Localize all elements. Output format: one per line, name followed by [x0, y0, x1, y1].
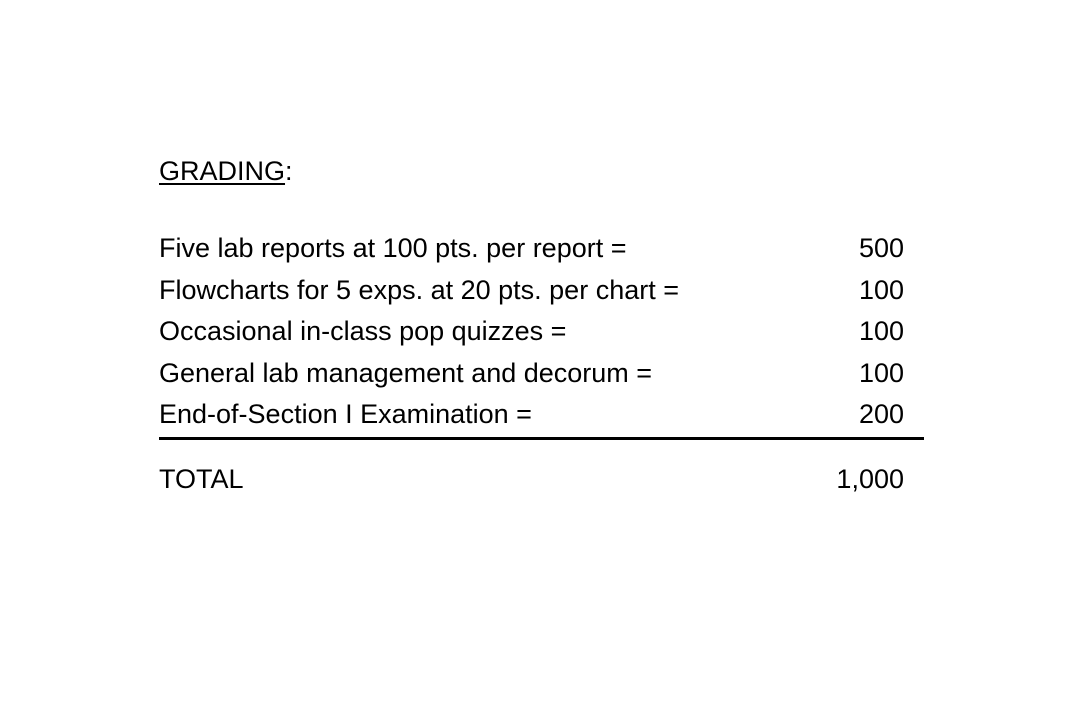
grading-item-lab-reports: [159, 228, 904, 270]
grading-total-row: [159, 458, 904, 500]
grading-heading-label: GRADING: [159, 156, 286, 186]
grading-item-pop-quizzes: [159, 311, 904, 353]
grading-heading-colon: :: [285, 156, 293, 186]
grading-item-label: General lab management and decorum =: [159, 357, 653, 388]
grading-item-points: 100: [858, 357, 904, 388]
grading-item-label: Occasional in-class pop quizzes =: [159, 316, 567, 346]
grading-item-lab-management: [159, 353, 904, 395]
grading-item-points: 100: [858, 274, 904, 305]
grading-item-examination: [159, 394, 904, 436]
grading-items-list: [159, 228, 904, 436]
grading-item-label: Five lab reports at 100 pts. per report =: [159, 233, 627, 263]
grading-item-label: End-of-Section I Examination =: [159, 399, 532, 429]
grading-item-points: 100: [858, 316, 904, 346]
total-points: 1,000: [836, 464, 904, 494]
grading-item-label: Flowcharts for 5 exps. at 20 pts. per chart =: [159, 274, 679, 305]
grading-item-points: 200: [858, 399, 904, 429]
total-label: TOTAL: [159, 464, 244, 494]
total-divider-line: [159, 437, 924, 440]
grading-item-flowcharts: [159, 270, 904, 312]
grading-heading: [159, 154, 293, 188]
grading-item-points: 500: [858, 233, 904, 263]
